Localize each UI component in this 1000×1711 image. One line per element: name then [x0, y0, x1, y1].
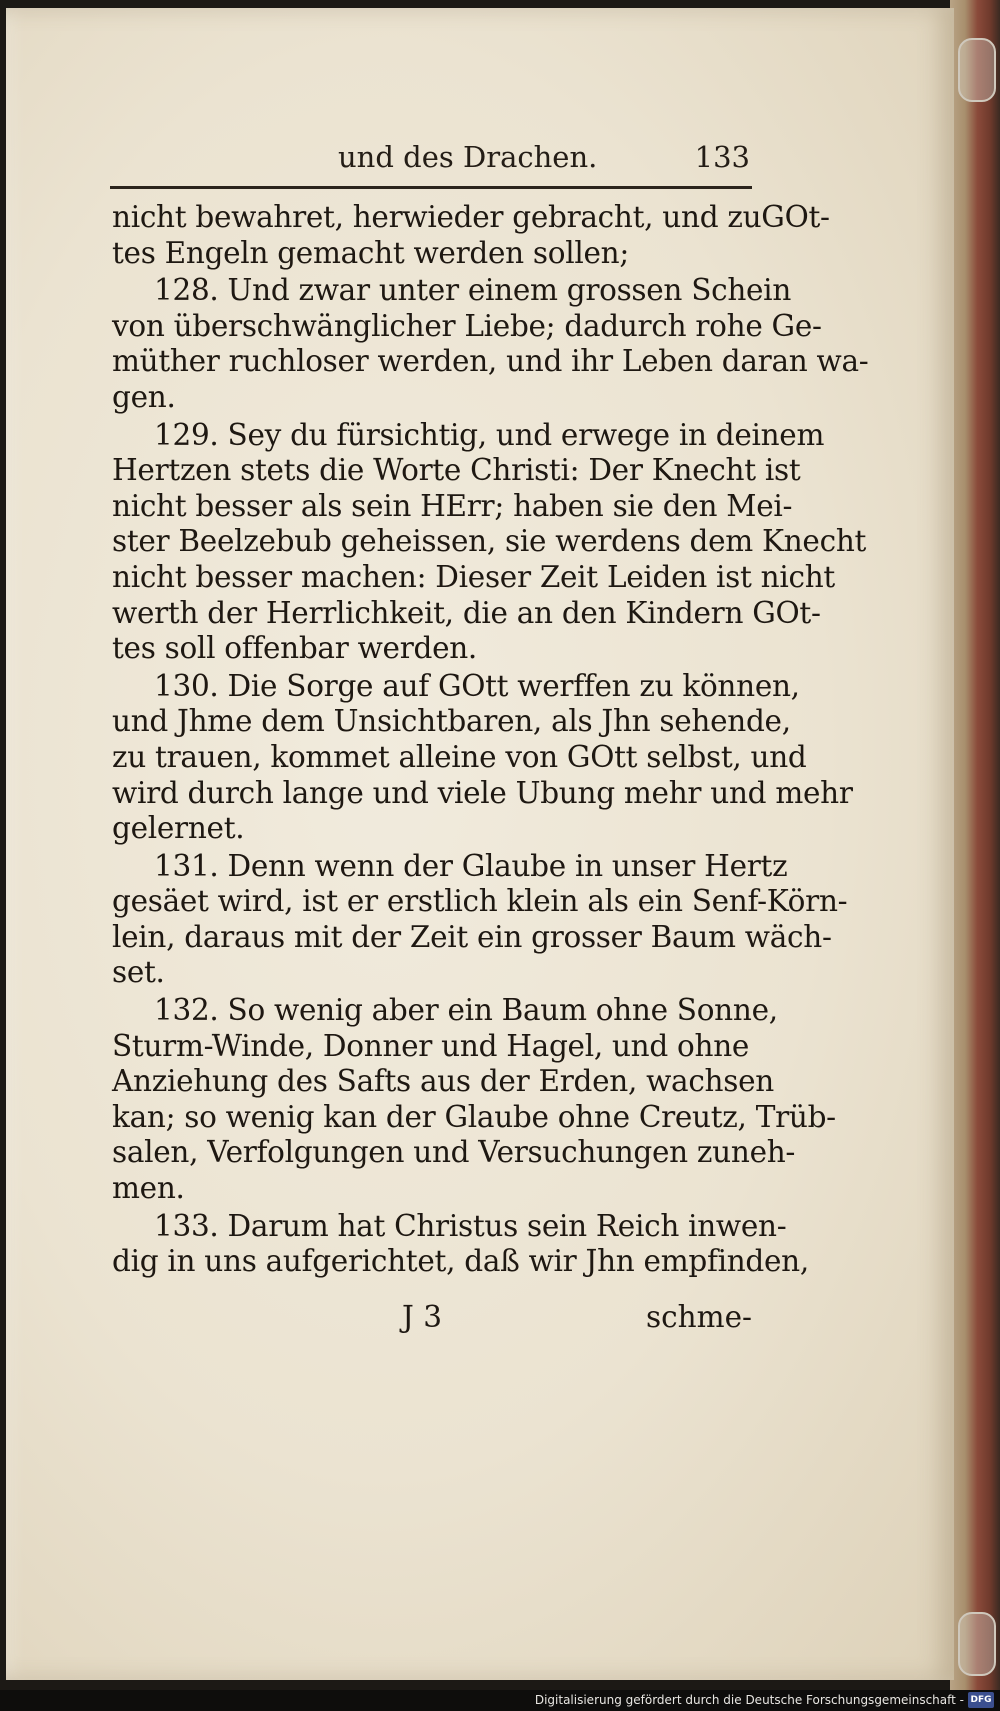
text-line: ster Beelzebub geheissen, sie werdens dem Knecht [112, 524, 867, 559]
paragraph-133 [112, 1208, 809, 1280]
text-line: 131. Denn wenn der Glaube in unser Hertz [154, 848, 788, 883]
text-line: 133. Darum hat Christus sein Reich inwen- [154, 1208, 787, 1243]
text-line: tes Engeln gemacht werden sollen; [112, 235, 629, 270]
paragraph-131 [112, 848, 848, 991]
text-line: men. [112, 1171, 185, 1206]
text-line: von überschwänglicher Liebe; dadurch rohe Ge- [112, 308, 822, 343]
body-text [112, 200, 869, 1282]
text-line: nicht bewahret, herwieder gebracht, und zuGOt- [112, 200, 830, 234]
signature-mark: J 3 [402, 1300, 442, 1334]
catchword: schme- [645, 1300, 752, 1334]
text-line: müther ruchloser werden, und ihr Leben daran wa- [112, 344, 869, 379]
running-title: und des Drachen. [338, 140, 598, 174]
text-line: zu trauen, kommet alleine von GOtt selbst, und [112, 739, 807, 774]
text-line: kan; so wenig kan der Glaube ohne Creutz, Trüb- [112, 1099, 836, 1134]
text-line: Anziehung des Safts aus der Erden, wachsen [112, 1064, 774, 1099]
text-line: gesäet wird, ist er erstlich klein als ein Senf-Körn- [112, 884, 848, 919]
paragraph-128 [112, 273, 869, 415]
credit-bar [0, 1690, 1000, 1711]
text-line: 128. Und zwar unter einem grossen Schein [154, 273, 792, 308]
text-line: nicht besser machen: Dieser Zeit Leiden ist nicht [112, 559, 835, 594]
book-page-edges [950, 0, 1000, 1690]
dfg-logo: DFG [968, 1692, 994, 1708]
text-line: nicht besser als sein HErr; haben sie den Mei- [112, 488, 793, 523]
text-line: Sturm-Winde, Donner und Hagel, und ohne [112, 1028, 750, 1063]
text-line: 130. Die Sorge auf GOtt werffen zu können, [154, 668, 800, 703]
text-line: werth der Herrlichkeit, die an den Kindern GOt- [112, 595, 821, 630]
text-line: tes soll offenbar werden. [112, 631, 478, 666]
paragraph-130 [112, 668, 853, 847]
text-line: gen. [112, 379, 176, 414]
clip-marker [958, 1612, 996, 1676]
page-footer [112, 1300, 752, 1340]
paragraph-continuation [112, 200, 830, 271]
text-line: 132. So wenig aber ein Baum ohne Sonne, [154, 993, 778, 1028]
text-line: lein, daraus mit der Zeit ein grosser Baum wäch- [112, 919, 832, 954]
text-line: dig in uns aufgerichtet, daß wir Jhn empfinden, [112, 1244, 809, 1279]
clip-marker [958, 38, 996, 102]
credit-text: Digitalisierung gefördert durch die Deutsche Forschungsgemeinschaft - [534, 1693, 964, 1707]
text-line: wird durch lange und viele Ubung mehr und mehr [112, 775, 853, 810]
page-number: 133 [694, 140, 750, 174]
paragraph-132 [112, 993, 836, 1207]
text-line: gelernet. [112, 811, 245, 846]
text-line: 129. Sey du fürsichtig, und erwege in deinem [154, 417, 825, 452]
text-line: Hertzen stets die Worte Christi: Der Knecht ist [112, 453, 801, 488]
text-line: und Jhme dem Unsichtbaren, als Jhn sehende, [112, 704, 791, 739]
text-line: set. [112, 955, 165, 990]
paragraph-129 [112, 417, 867, 667]
running-head [110, 140, 750, 184]
text-line: salen, Verfolgungen und Versuchungen zuneh- [112, 1135, 796, 1170]
header-rule [110, 186, 752, 189]
